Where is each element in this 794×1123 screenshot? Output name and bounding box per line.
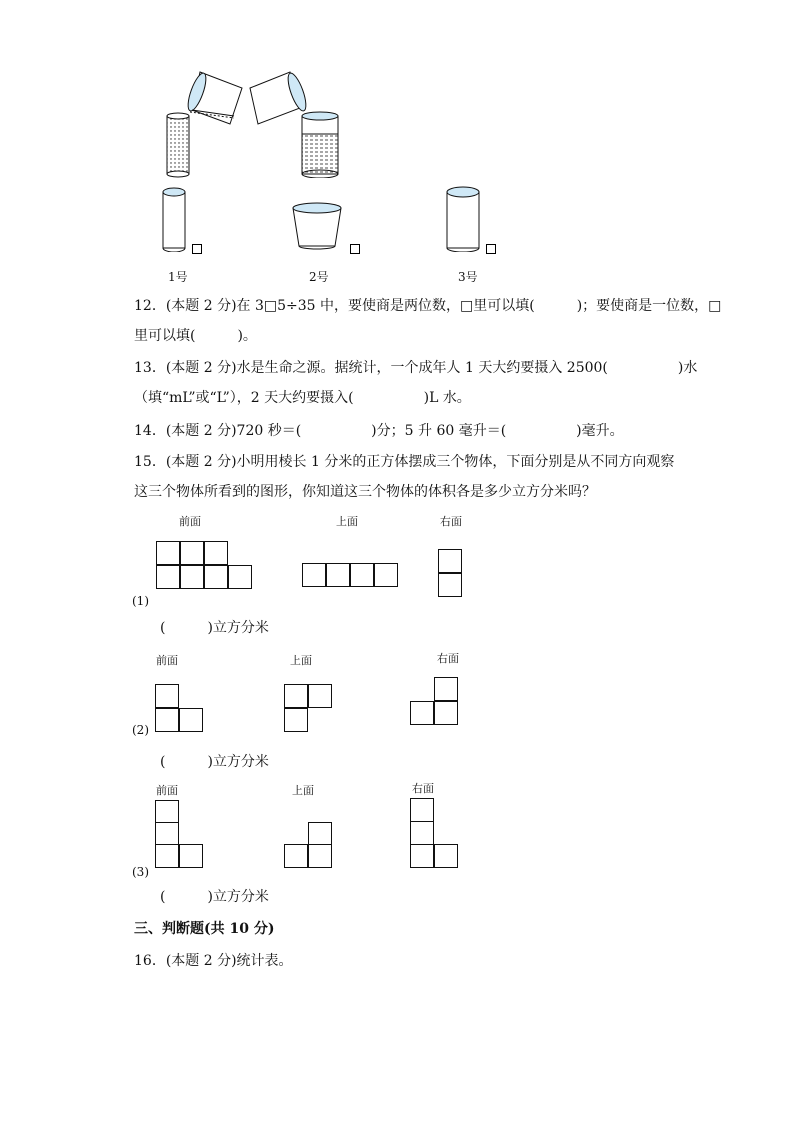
p1-right-caption: 右面 bbox=[440, 515, 462, 528]
p2-top-caption: 上面 bbox=[290, 654, 312, 667]
q13-line2: （填“mL”或“L”），2 天大约要摄入( )L 水。 bbox=[134, 390, 471, 406]
container-2-icon bbox=[290, 200, 344, 252]
container-3-icon bbox=[444, 186, 484, 252]
q14-line1: 14．(本题 2 分)720 秒＝( )分；5 升 60 毫升＝( )毫升。 bbox=[134, 423, 624, 439]
p2-front-caption: 前面 bbox=[156, 654, 178, 667]
q16-line1: 16．(本题 2 分)统计表。 bbox=[134, 953, 293, 969]
q12-line1: 12．(本题 2 分)在 3□5÷35 中，要使商是两位数，□里可以填( )；要使商是一位数，□ bbox=[134, 298, 722, 314]
p1-answer[interactable]: ( )立方分米 bbox=[160, 620, 269, 636]
p1-top-caption: 上面 bbox=[336, 515, 358, 528]
p3-number: (3) bbox=[132, 865, 149, 879]
container-2-label: 2号 bbox=[309, 270, 329, 284]
container-1-icon bbox=[160, 186, 190, 252]
container-1-checkbox[interactable] bbox=[192, 244, 202, 254]
p1-number: (1) bbox=[132, 594, 149, 608]
q15-line1: 15．(本题 2 分)小明用棱长 1 分米的正方体摆成三个物体，下面分别是从不同方向观察 bbox=[134, 454, 675, 470]
section-3-title: 三、判断题(共 10 分) bbox=[134, 921, 275, 937]
container-1-label: 1号 bbox=[168, 270, 188, 284]
p1-front-caption: 前面 bbox=[179, 515, 201, 528]
p3-front-caption: 前面 bbox=[156, 784, 178, 797]
p3-answer[interactable]: ( )立方分米 bbox=[160, 889, 269, 905]
q13-line1: 13．(本题 2 分)水是生命之源。据统计，一个成年人 1 天大约要摄入 2500( )水 bbox=[134, 360, 698, 376]
p2-number: (2) bbox=[132, 723, 149, 737]
q15-line2: 这三个物体所看到的图形，你知道这三个物体的体积各是多少立方分米吗？ bbox=[134, 484, 596, 500]
p2-answer[interactable]: ( )立方分米 bbox=[160, 754, 269, 770]
q12-line2: 里可以填( )。 bbox=[134, 328, 257, 344]
container-3-checkbox[interactable] bbox=[486, 244, 496, 254]
p3-top-caption: 上面 bbox=[292, 784, 314, 797]
p3-right-caption: 右面 bbox=[412, 782, 434, 795]
pouring-illustration bbox=[150, 66, 350, 178]
container-2-checkbox[interactable] bbox=[350, 244, 360, 254]
container-3-label: 3号 bbox=[458, 270, 478, 284]
p2-right-caption: 右面 bbox=[437, 652, 459, 665]
